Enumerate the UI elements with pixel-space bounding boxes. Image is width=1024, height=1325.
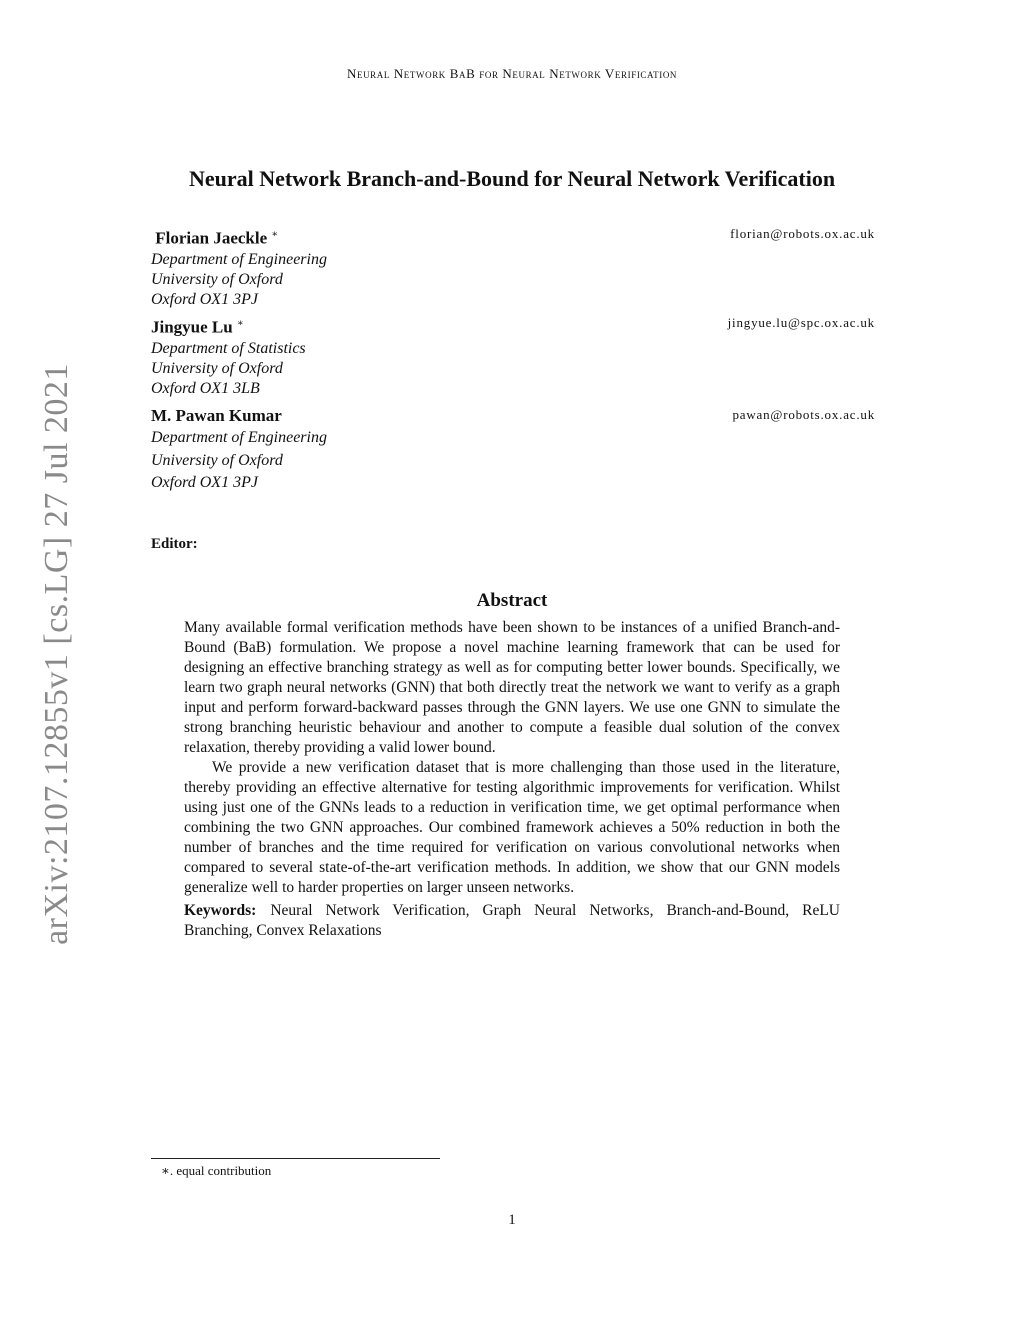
author-block: [151, 405, 875, 495]
author-block: [151, 224, 875, 310]
author-email[interactable]: jingyue.lu@spc.ox.ac.uk: [727, 315, 875, 330]
footnote: ∗. equal contribution: [161, 1163, 272, 1178]
paper-title: Neural Network Branch-and-Bound for Neural Network Verification: [188, 166, 836, 191]
author-university: University of Oxford: [151, 451, 283, 469]
running-head: Neural Network BaB for Neural Network Verification: [346, 66, 678, 81]
author-mark: ∗: [271, 229, 279, 240]
keywords-label: Keywords:: [184, 902, 257, 919]
abstract-body: [184, 618, 840, 941]
editor-label: Editor:: [151, 536, 198, 552]
abstract-paragraph: Many available formal verification methods have been shown to be instances of a unified Branch-and-Bound (BaB) formulation. We propose a novel machine learning framework that can be used for designing an effective branching strategy as well as for computing better lower bounds. Specifically, we learn two graph neural networks (GNN) that both directly treat the network we want to verify as a graph input and perform forward-backward passes through the GNN layers. We use one GNN to simulate the strong branching heuristic behaviour and another to compute a feasible dual solution of the convex relaxation, thereby providing a valid lower bound.: [184, 619, 840, 756]
keywords-list: Neural Network Verification, Graph Neural Networks, Branch-and-Bound, ReLU Branching, Convex Relaxations: [184, 902, 840, 939]
author-email[interactable]: pawan@robots.ox.ac.uk: [732, 407, 875, 422]
author-department: Department of Engineering: [151, 429, 327, 446]
author-address: Oxford OX1 3PJ: [151, 474, 258, 491]
author-email[interactable]: florian@robots.ox.ac.uk: [730, 226, 875, 241]
keywords: [184, 901, 840, 941]
author-block: [151, 313, 875, 399]
author-name: Jingyue Lu: [151, 317, 233, 337]
author-name: Florian Jaeckle: [155, 228, 268, 248]
author-address: Oxford OX1 3LB: [151, 379, 260, 397]
author-mark: ∗: [236, 318, 244, 329]
footnote-rule: [151, 1158, 440, 1159]
author-department: Department of Statistics: [151, 339, 306, 357]
author-department: Department of Engineering: [151, 250, 327, 268]
author-address: Oxford OX1 3PJ: [151, 290, 258, 308]
arxiv-stamp: arXiv:2107.12855v1 [cs.LG] 27 Jul 2021: [38, 363, 75, 945]
page-number: 1: [508, 1212, 516, 1228]
author-university: University of Oxford: [151, 270, 283, 288]
author-name: M. Pawan Kumar: [151, 406, 282, 425]
abstract-paragraph: We provide a new verification dataset that is more challenging than those used in the literature, thereby providing an effective alternative for testing algorithmic improvements for verification. Whilst using just one of the GNNs leads to a reduction in verification time, we get optimal performance when combining the two GNN approaches. Our combined framework achieves a 50% reduction in both the number of branches and the time required for verification on various convolutional networks when compared to several state-of-the-art verification methods. In addition, we show that our GNN models generalize well to harder properties on larger unseen networks.: [184, 759, 840, 896]
abstract-heading: Abstract: [476, 590, 548, 611]
author-university: University of Oxford: [151, 359, 283, 377]
